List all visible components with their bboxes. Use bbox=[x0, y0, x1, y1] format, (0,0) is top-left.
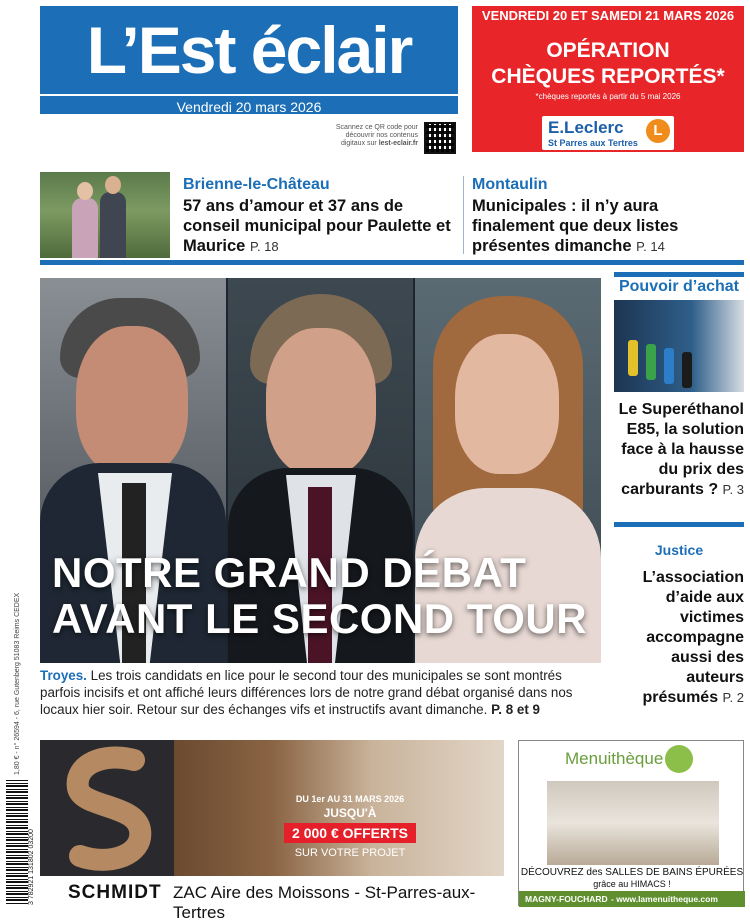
main-headline-line1: NOTRE GRAND DÉBAT bbox=[52, 549, 527, 596]
barcode-number bbox=[28, 785, 36, 905]
story-headline-text: Municipales : il n’y aura finalement que deux listes présentes dimanche bbox=[472, 197, 679, 255]
promo-offer-badge: 2 000 € OFFERTS bbox=[284, 823, 416, 843]
advert-title bbox=[472, 38, 744, 90]
sidebar-rule bbox=[614, 272, 744, 277]
sidebar-kicker-justice[interactable]: Justice bbox=[654, 542, 704, 558]
imprint-text bbox=[14, 575, 26, 775]
sidebar-rule bbox=[614, 522, 744, 527]
leclerc-logo-box bbox=[542, 116, 674, 150]
menuitheque-website: - www.lamenuitheque.com bbox=[611, 894, 718, 904]
schmidt-s-logo-icon bbox=[64, 750, 154, 868]
leclerc-advert[interactable] bbox=[472, 6, 744, 152]
sidebar-headline-e85[interactable] bbox=[614, 400, 744, 500]
schmidt-brand: SCHMIDT bbox=[68, 882, 162, 903]
schmidt-logo-panel bbox=[40, 740, 174, 876]
menuitheque-tagline: DÉCOUVREZ des SALLES DE BAINS ÉPURÉES bbox=[520, 867, 744, 878]
caption-place: Troyes. bbox=[40, 668, 87, 683]
menuitheque-advert[interactable] bbox=[518, 740, 744, 906]
advert-title-line2: CHÈQUES REPORTÉS* bbox=[491, 65, 725, 88]
advert-dates: VENDREDI 20 ET SAMEDI 21 MARS 2026 bbox=[481, 8, 735, 23]
caption-text: Les trois candidats en lice pour le second tour des municipales se sont montrés parfois incisifs et ont affiché leurs différences lors de notre grand débat organisé dans nos locaux hier soir. Retour sur des échanges vifs et instructifs avant dimanche. bbox=[40, 668, 573, 717]
newspaper-title: L’Est éclair bbox=[86, 13, 412, 87]
nozzle-shape bbox=[646, 344, 656, 380]
face-shape bbox=[455, 334, 559, 474]
caption-page-reference: P. 8 et 9 bbox=[491, 702, 540, 717]
sidebar-headline-text: Le Superéthanol E85, la solution face à la hausse du prix des carburants ? bbox=[618, 401, 744, 498]
masthead[interactable] bbox=[40, 6, 458, 114]
main-story-photo[interactable] bbox=[40, 278, 601, 663]
schmidt-advert[interactable] bbox=[40, 740, 504, 922]
menuitheque-subtagline: grâce au HIMACS ! bbox=[593, 879, 671, 889]
barcode-digits: 3 782921 131802 03200 bbox=[28, 829, 35, 905]
page-reference: P. 18 bbox=[249, 239, 279, 254]
sidebar-headline-justice[interactable] bbox=[614, 568, 744, 708]
story-headline-montaulin[interactable] bbox=[472, 196, 744, 257]
face-shape bbox=[266, 328, 376, 476]
schmidt-footer bbox=[40, 876, 504, 922]
qr-caption bbox=[330, 124, 418, 148]
face-shape bbox=[76, 326, 188, 476]
main-headline-line2: AVANT LE SECOND TOUR bbox=[52, 595, 588, 642]
advert-footnote: *chèques reportés à partir du 5 mai 2026 bbox=[535, 92, 681, 101]
person-figure bbox=[100, 192, 126, 258]
main-headline[interactable] bbox=[52, 550, 592, 642]
sidebar-headline-text: L’association d’aide aux victimes accompagne aussi des auteurs présumés bbox=[642, 569, 744, 706]
menuitheque-town: MAGNY-FOUCHARD bbox=[525, 894, 608, 904]
story-headline-text: 57 ans d’amour et 37 ans de conseil municipal pour Paulette et Maurice bbox=[183, 197, 451, 255]
story-headline-brienne[interactable] bbox=[183, 196, 453, 257]
issue-date: Vendredi 20 mars 2026 bbox=[40, 94, 458, 115]
qr-code-icon[interactable] bbox=[424, 122, 456, 154]
couple-photo[interactable] bbox=[40, 172, 170, 258]
qr-caption-text: Scannez ce QR code pour découvrir nos contenus digitaux sur bbox=[335, 124, 418, 147]
imprint-line: 1,80 € - n° 26594 - 6, rue Gutenberg 51083 Reims CEDEX bbox=[14, 592, 21, 775]
leclerc-logo-icon: L bbox=[646, 119, 670, 143]
person-figure bbox=[72, 198, 98, 258]
nozzle-shape bbox=[664, 348, 674, 384]
nozzle-shape bbox=[682, 352, 692, 388]
story-kicker-montaulin[interactable]: Montaulin bbox=[472, 176, 548, 193]
fuel-pump-photo[interactable] bbox=[614, 300, 744, 392]
head-shape bbox=[105, 176, 121, 194]
nozzle-shape bbox=[628, 340, 638, 376]
leclerc-brand: E.Leclerc bbox=[548, 118, 624, 137]
story-kicker-brienne[interactable]: Brienne-le-Château bbox=[183, 176, 330, 193]
bathroom-photo bbox=[547, 781, 719, 865]
main-story-caption[interactable] bbox=[40, 667, 601, 718]
qr-caption-site: lest-eclair.fr bbox=[378, 140, 418, 147]
leclerc-place: St Parres aux Tertres bbox=[548, 138, 638, 148]
page-reference: P. 3 bbox=[722, 482, 744, 497]
promo-block bbox=[276, 794, 424, 859]
head-shape bbox=[77, 182, 93, 200]
sidebar-kicker-pouvoir-achat[interactable]: Pouvoir d’achat bbox=[618, 278, 740, 295]
advert-title-line1: OPÉRATION bbox=[546, 39, 670, 62]
menuitheque-footer bbox=[519, 891, 745, 907]
menuitheque-brand: Menuithèque bbox=[565, 749, 664, 768]
promo-period: DU 1er AU 31 MARS 2026 bbox=[295, 794, 405, 804]
page-reference: P. 2 bbox=[722, 690, 744, 705]
promo-up-to: JUSQU'À bbox=[323, 806, 377, 820]
column-separator bbox=[463, 176, 464, 254]
tree-logo-icon bbox=[665, 745, 693, 773]
section-divider bbox=[40, 260, 744, 265]
schmidt-address: ZAC Aire des Moissons - St-Parres-aux-Tertres bbox=[173, 883, 476, 922]
promo-project: SUR VOTRE PROJET bbox=[294, 847, 406, 859]
page-reference: P. 14 bbox=[636, 239, 665, 254]
barcode-icon bbox=[6, 780, 28, 904]
